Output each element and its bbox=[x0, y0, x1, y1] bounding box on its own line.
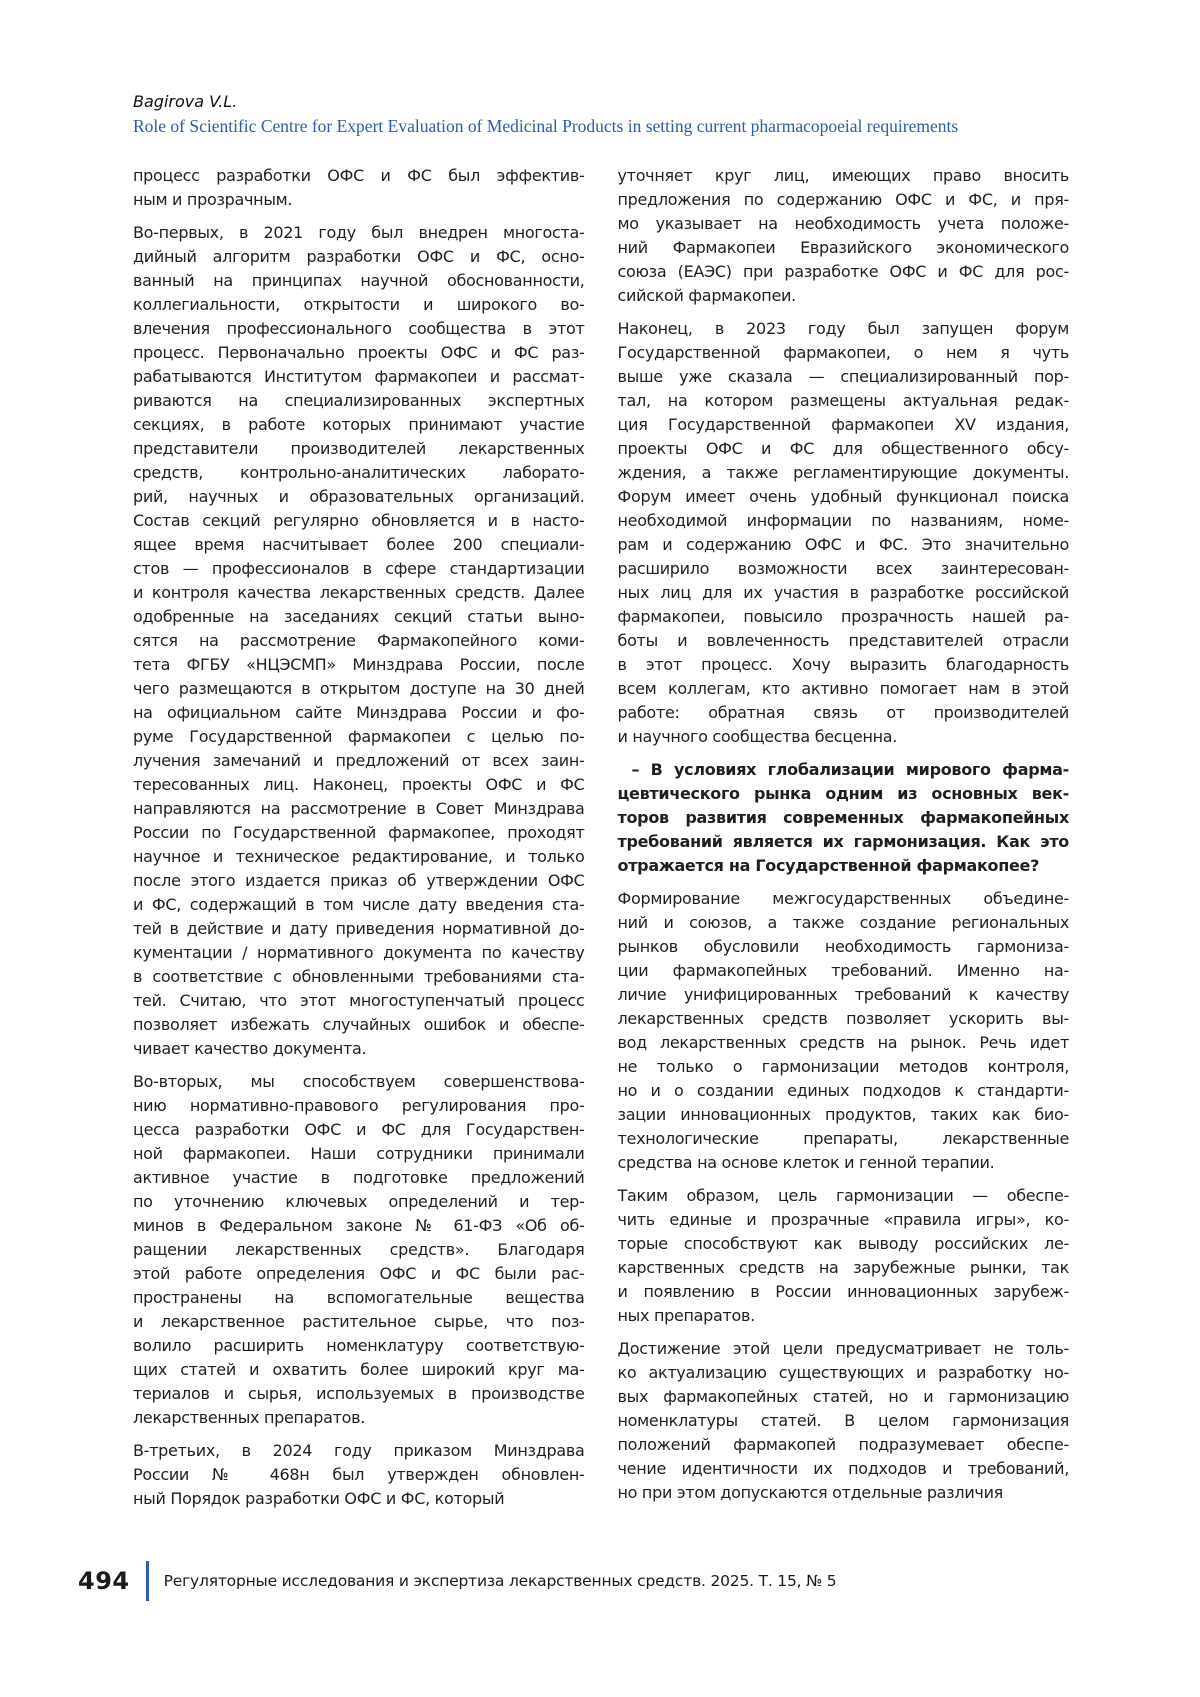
left-column bbox=[133, 164, 585, 1520]
text-line: союза (ЕАЭС) при разработке ОФС и ФС для рос- bbox=[617, 262, 1069, 281]
text-line: позволяет избежать случайных ошибок и обеспе- bbox=[133, 1015, 585, 1034]
text-line: ращении лекарственных средств». Благодаря bbox=[133, 1240, 585, 1259]
text-line: сятся на рассмотрение Фармакопейного коми- bbox=[133, 631, 585, 650]
text-line: пространены на вспомогательные вещества bbox=[133, 1288, 585, 1307]
text-line: одобренные на заседаниях секций статьи выно- bbox=[133, 607, 585, 626]
text-line: торые способствуют как выводу российских ле- bbox=[617, 1234, 1069, 1253]
text-line: нию нормативно-правового регулирования про- bbox=[133, 1096, 585, 1115]
text-line: уточняет круг лиц, имеющих право вносить bbox=[617, 166, 1069, 185]
text-line: зации инновационных продуктов, таких как био- bbox=[617, 1105, 1069, 1124]
text-line: вых фармакопейных статей, но и гармонизацию bbox=[617, 1387, 1069, 1406]
text-line: Таким образом, цель гармонизации — обеспе- bbox=[617, 1186, 1069, 1205]
text-line: лекарственных средств позволяет ускорить вы- bbox=[617, 1009, 1069, 1028]
text-line: тей. Считаю, что этот многоступенчатый процесс bbox=[133, 991, 585, 1010]
body-paragraph bbox=[618, 317, 1070, 749]
text-line: ный Порядок разработки ОФС и ФС, который bbox=[133, 1489, 505, 1508]
article-title-en: Role of Scientific Centre for Expert Evaluation of Medicinal Products in setting current pharmacopoeial requirements bbox=[133, 116, 959, 136]
text-line: чить единые и прозрачные «правила игры», ко- bbox=[617, 1210, 1069, 1229]
text-line: ных лиц для их участия в разработке российской bbox=[617, 583, 1069, 602]
text-line: всем коллегам, кто активно помогает нам в этой bbox=[617, 679, 1069, 698]
body-paragraph bbox=[618, 164, 1070, 308]
text-line: ных препаратов. bbox=[617, 1306, 755, 1325]
text-line: процесс. Первоначально проекты ОФС и ФС раз- bbox=[133, 343, 585, 362]
text-line: влечения профессионального сообщества в этот bbox=[133, 319, 585, 338]
text-line: научное и техническое редактирование, и только bbox=[133, 847, 585, 866]
body-paragraph bbox=[133, 1439, 585, 1511]
page-footer bbox=[78, 1561, 836, 1601]
text-line: отражается на Государственной фармакопее? bbox=[617, 856, 1040, 875]
text-line: рабатываются Институтом фармакопеи и рассмат- bbox=[133, 367, 585, 386]
text-line: положений фармакопей подразумевает обеспе- bbox=[617, 1435, 1069, 1454]
text-line: чего размещаются в открытом доступе на 30 дней bbox=[133, 679, 585, 698]
text-line: секциях, в работе которых принимают участие bbox=[133, 415, 585, 434]
text-line: ным и прозрачным. bbox=[133, 190, 293, 209]
text-line: В-третьих, в 2024 году приказом Минздрава bbox=[133, 1441, 585, 1460]
text-line: выше уже сказала — специализированный пор- bbox=[617, 367, 1069, 386]
text-line: представители производителей лекарственных bbox=[133, 439, 585, 458]
text-line: России № 468н был утвержден обновлен- bbox=[133, 1465, 585, 1484]
text-line: тал, на котором размещены актуальная редак- bbox=[617, 391, 1069, 410]
right-column bbox=[618, 164, 1070, 1520]
text-line: щих статей и охватить более широкий круг ма- bbox=[133, 1360, 585, 1379]
text-line: карственных средств на зарубежные рынки, так bbox=[617, 1258, 1069, 1277]
body-paragraph bbox=[133, 221, 585, 1061]
text-line: расширило возможности всех заинтересован- bbox=[617, 559, 1069, 578]
text-line: цевтического рынка одним из основных век- bbox=[617, 784, 1069, 803]
text-line: ждения, а также регламентирующие документы. bbox=[617, 463, 1069, 482]
text-line: коллегиальности, открытости и широкого во- bbox=[133, 295, 585, 314]
text-line: кументации / нормативного документа по качеству bbox=[133, 943, 585, 962]
page-header bbox=[133, 92, 1093, 138]
text-line: Состав секций регулярно обновляется и в насто- bbox=[133, 511, 585, 530]
text-line: рынков обусловили необходимость гармониза- bbox=[617, 937, 1069, 956]
text-line: ко актуализацию существующих и разработку но- bbox=[617, 1363, 1069, 1382]
text-line: ний и союзов, а также создание региональных bbox=[617, 913, 1069, 932]
text-line: стов — профессионалов в сфере стандартизации bbox=[133, 559, 585, 578]
text-line: сийской фармакопеи. bbox=[617, 286, 796, 305]
interview-question-paragraph bbox=[618, 758, 1070, 878]
text-line: ной фармакопеи. Наши сотрудники принимали bbox=[133, 1144, 585, 1163]
text-line: вод лекарственных средств на рынок. Речь идет bbox=[617, 1033, 1069, 1052]
journal-citation: Регуляторные исследования и экспертиза лекарственных средств. 2025. Т. 15, № 5 bbox=[163, 1572, 837, 1590]
text-line: мо указывает на необходимость учета положе- bbox=[617, 214, 1069, 233]
text-line: лучения замечаний и предложений от всех заин- bbox=[133, 751, 585, 770]
text-line: руме Государственной фармакопеи с целью по- bbox=[133, 727, 585, 746]
text-line: личие унифицированных требований к качеству bbox=[617, 985, 1069, 1004]
body-paragraph bbox=[618, 887, 1070, 1175]
text-line: требований является их гармонизация. Как это bbox=[617, 832, 1069, 851]
text-line: риваются на специализированных экспертных bbox=[133, 391, 585, 410]
body-paragraph bbox=[133, 164, 585, 212]
text-line: технологические препараты, лекарственные bbox=[617, 1129, 1069, 1148]
text-line: Достижение этой цели предусматривает не толь- bbox=[617, 1339, 1069, 1358]
text-line: и появлению в России инновационных зарубеж- bbox=[617, 1282, 1069, 1301]
footer-divider-bar bbox=[146, 1561, 149, 1601]
text-line: тересованных лиц. Наконец, проекты ОФС и ФС bbox=[133, 775, 585, 794]
article-body bbox=[133, 164, 1069, 1520]
text-line: лекарственных препаратов. bbox=[133, 1408, 366, 1427]
text-line: Во-вторых, мы способствуем совершенствова- bbox=[133, 1072, 585, 1091]
text-line: необходимой информации по названиям, номе- bbox=[617, 511, 1069, 530]
body-paragraph bbox=[618, 1184, 1070, 1328]
text-line: дийный алгоритм разработки ОФС и ФС, осно- bbox=[133, 247, 585, 266]
text-line: минов в Федеральном законе № 61-ФЗ «Об об- bbox=[133, 1216, 585, 1235]
body-paragraph bbox=[618, 1337, 1070, 1505]
text-line: волило расширить номенклатуру соответствую- bbox=[133, 1336, 585, 1355]
text-line: тей в действие и дату приведения нормативной до- bbox=[133, 919, 585, 938]
text-line: цесса разработки ОФС и ФС для Государствен- bbox=[133, 1120, 585, 1139]
text-line: но при этом допускаются отдельные различия bbox=[617, 1483, 1003, 1502]
text-line: средства на основе клеток и генной терапии. bbox=[617, 1153, 995, 1172]
text-line: проекты ОФС и ФС для общественного обсу- bbox=[617, 439, 1069, 458]
text-line: тета ФГБУ «НЦЭСМП» Минздрава России, после bbox=[133, 655, 585, 674]
text-line: предложения по содержанию ОФС и ФС, и пря- bbox=[617, 190, 1069, 209]
text-line: Государственной фармакопеи, о нем я чуть bbox=[617, 343, 1069, 362]
text-line: ящее время насчитывает более 200 специали- bbox=[133, 535, 585, 554]
text-line: рам и содержанию ОФС и ФС. Это значительно bbox=[617, 535, 1069, 554]
text-line: на официальном сайте Минздрава России и фо- bbox=[133, 703, 585, 722]
text-line: в соответствие с обновленными требованиями ста- bbox=[133, 967, 585, 986]
text-line: не только о гармонизации методов контроля, bbox=[617, 1057, 1069, 1076]
text-line: ции фармакопейных требований. Именно на- bbox=[617, 961, 1069, 980]
text-line: в этот процесс. Хочу выразить благодарность bbox=[617, 655, 1069, 674]
text-line: Формирование межгосударственных объедине- bbox=[617, 889, 1069, 908]
text-line: после этого издается приказ об утверждении ОФС bbox=[133, 871, 585, 890]
text-line: и контроля качества лекарственных средств. Далее bbox=[133, 583, 585, 602]
text-line: рий, научных и образовательных организаций. bbox=[133, 487, 585, 506]
text-line: ний Фармакопеи Евразийского экономического bbox=[617, 238, 1069, 257]
text-line: номенклатуры статей. В целом гармонизация bbox=[617, 1411, 1069, 1430]
text-line: работе: обратная связь от производителей bbox=[617, 703, 1069, 722]
text-line: и ФС, содержащий в том числе дату введения ста- bbox=[133, 895, 585, 914]
text-line: Во-первых, в 2021 году был внедрен многоста- bbox=[133, 223, 585, 242]
author-name: Bagirova V.L. bbox=[133, 92, 238, 111]
body-paragraph bbox=[133, 1070, 585, 1430]
text-line: Форум имеет очень удобный функционал поиска bbox=[617, 487, 1069, 506]
text-line: активное участие в подготовке предложений bbox=[133, 1168, 585, 1187]
text-line: процесс разработки ОФС и ФС был эффектив- bbox=[133, 166, 585, 185]
text-line: чение идентичности их подходов и требований, bbox=[617, 1459, 1069, 1478]
text-line: России по Государственной фармакопее, проходят bbox=[133, 823, 585, 842]
text-line: и научного сообщества бесценна. bbox=[617, 727, 898, 746]
text-line: но и о создании единых подходов к стандарти- bbox=[617, 1081, 1069, 1100]
page-number: 494 bbox=[78, 1567, 130, 1595]
text-line: ция Государственной фармакопеи XV издания, bbox=[617, 415, 1069, 434]
text-line: фармакопеи, повысило прозрачность нашей ра- bbox=[617, 607, 1069, 626]
text-line: торов развития современных фармакопейных bbox=[617, 808, 1069, 827]
text-line: – В условиях глобализации мирового фарма- bbox=[631, 760, 1069, 779]
text-line: этой работе определения ОФС и ФС были рас- bbox=[133, 1264, 585, 1283]
text-line: средств, контрольно-аналитических лаборато- bbox=[133, 463, 585, 482]
text-line: боты и вовлеченность представителей отрасли bbox=[617, 631, 1069, 650]
text-line: териалов и сырья, используемых в производстве bbox=[133, 1384, 585, 1403]
text-line: Наконец, в 2023 году был запущен форум bbox=[617, 319, 1069, 338]
text-line: по уточнению ключевых определений и тер- bbox=[133, 1192, 585, 1211]
text-line: и лекарственное растительное сырье, что поз- bbox=[133, 1312, 585, 1331]
text-line: направляются на рассмотрение в Совет Минздрава bbox=[133, 799, 585, 818]
text-line: чивает качество документа. bbox=[133, 1039, 367, 1058]
text-line: ванный на принципах научной обоснованности, bbox=[133, 271, 585, 290]
